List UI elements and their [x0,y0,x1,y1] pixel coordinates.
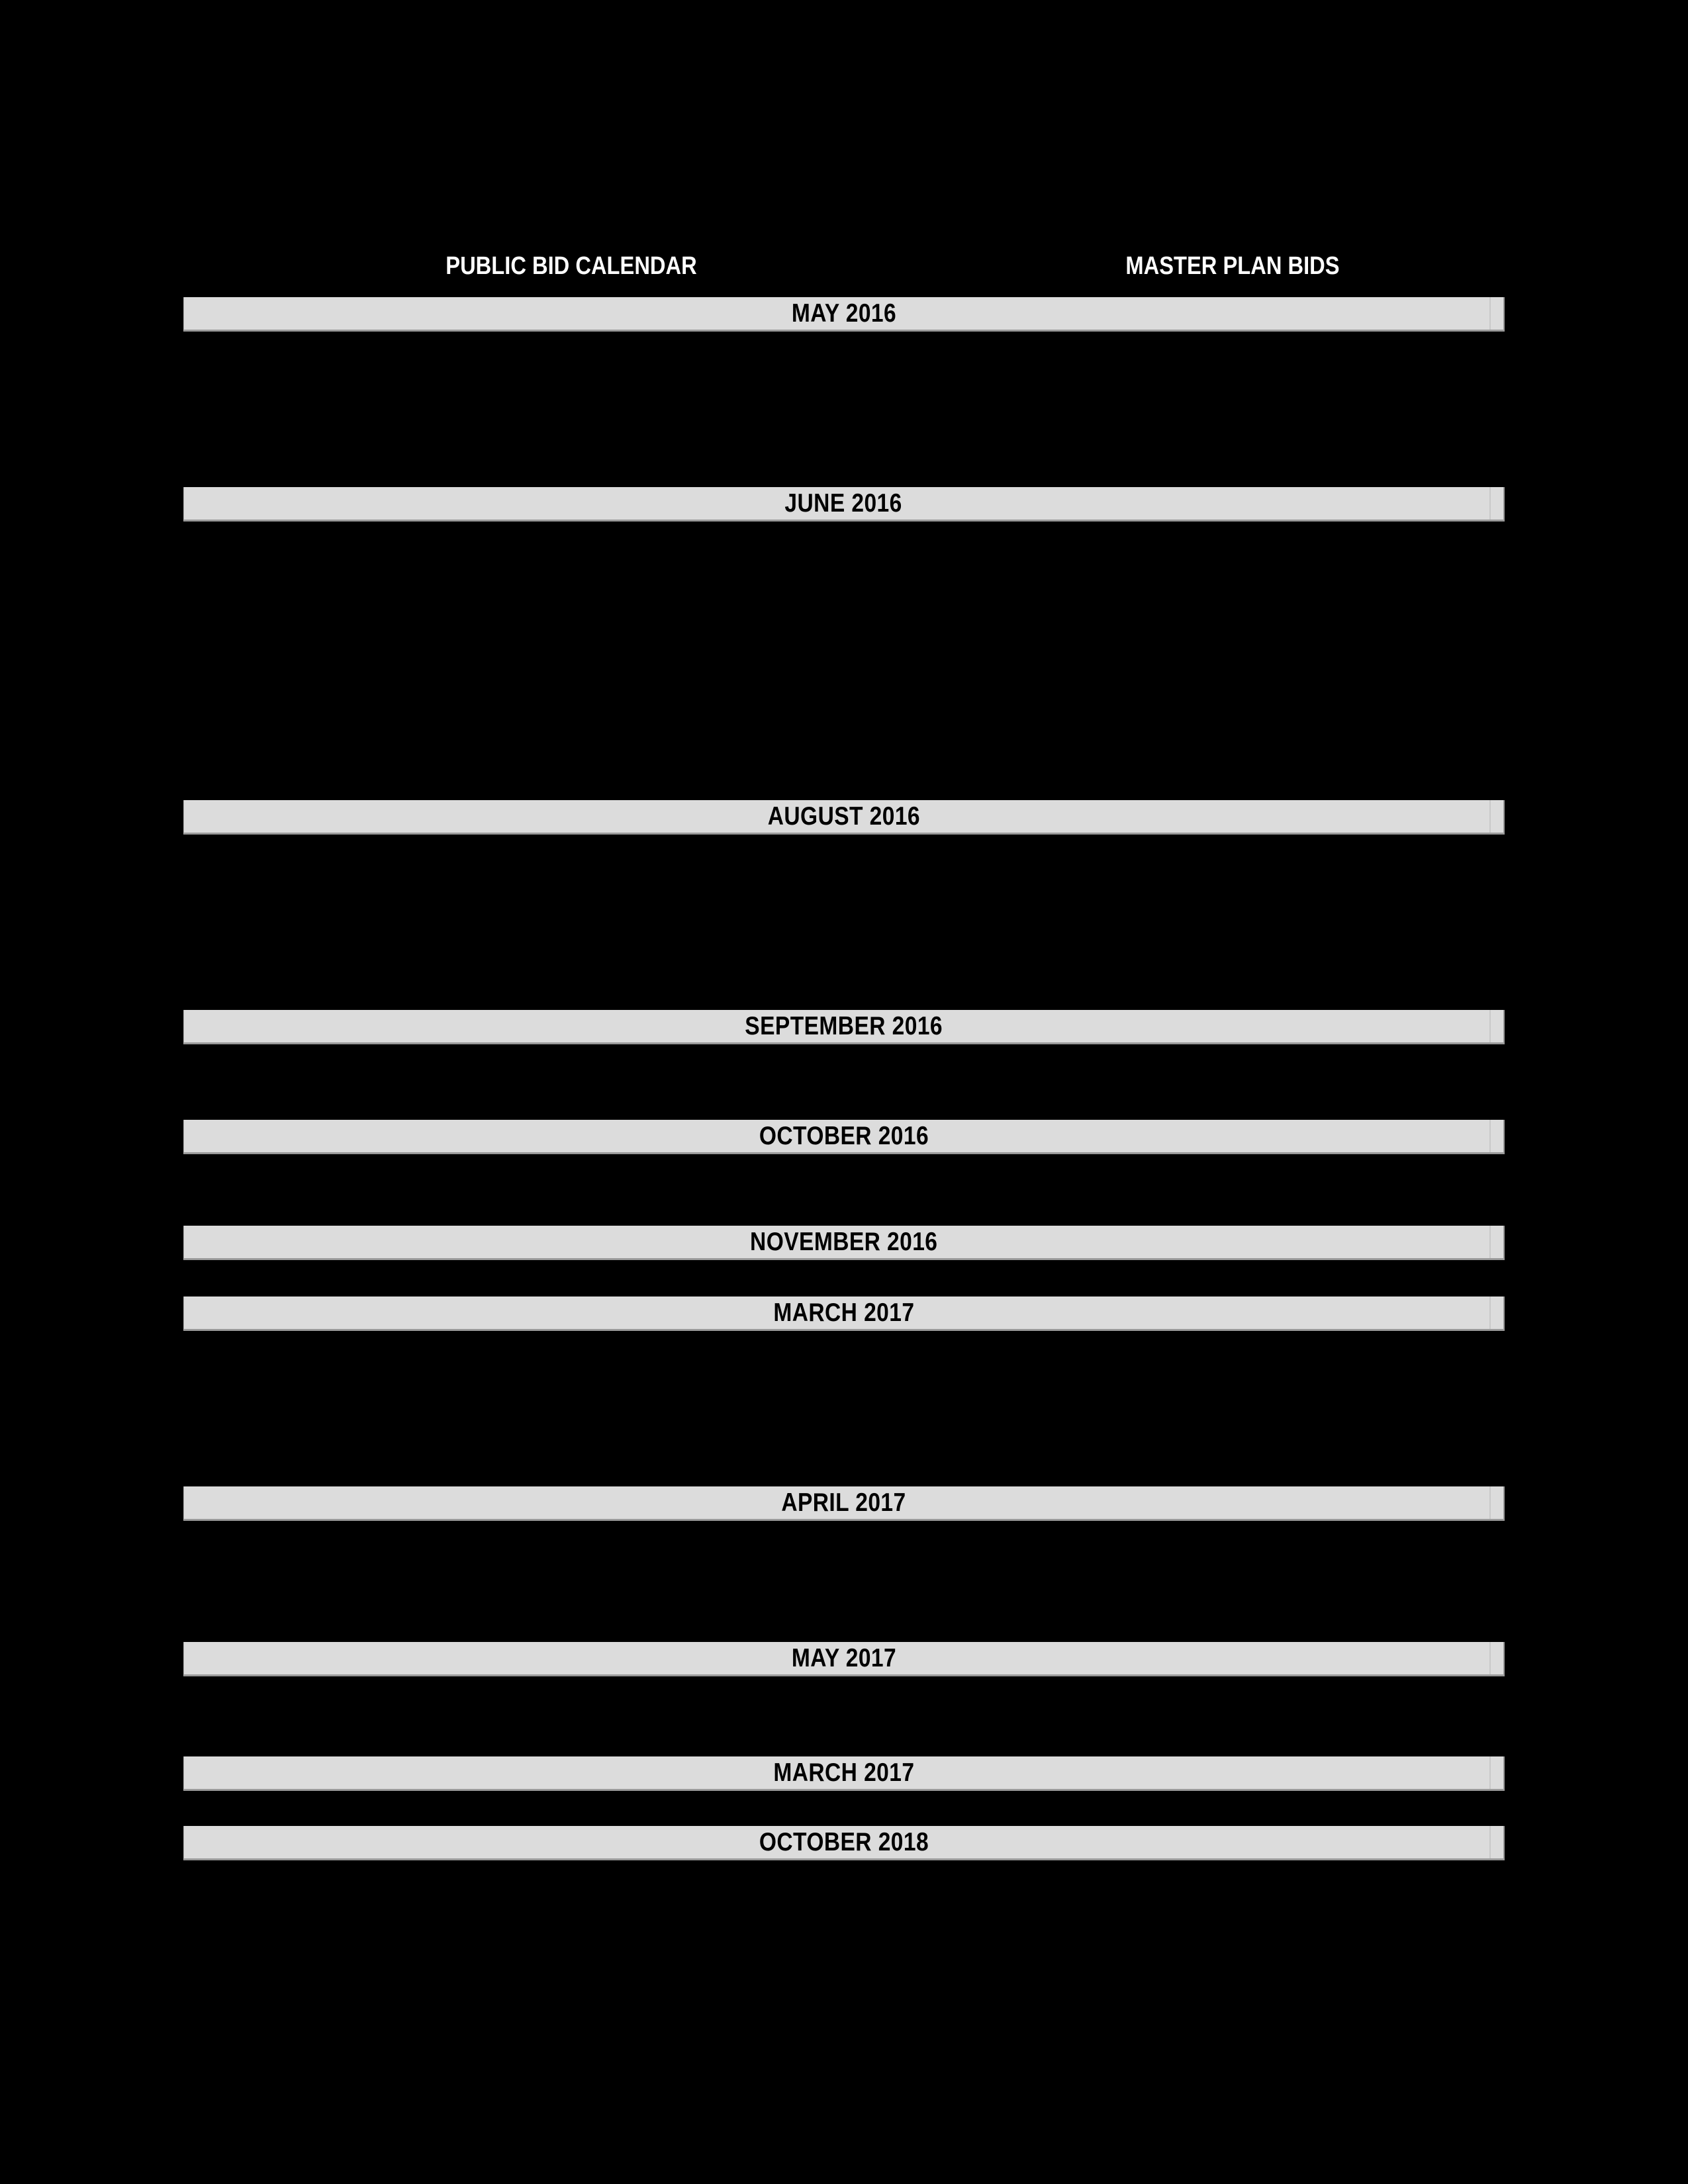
month-section-label: MAY 2017 [791,1643,896,1672]
month-section-header [183,1642,1505,1676]
cell-divider-line [1489,1226,1491,1258]
cell-divider-line [1489,487,1491,520]
month-section-header [183,1826,1505,1860]
month-section-label: SEPTEMBER 2016 [745,1011,943,1040]
month-section-header [183,1486,1505,1521]
cell-divider-line [1489,1120,1491,1152]
cell-divider-line [1489,1486,1491,1519]
month-section-header [183,1297,1505,1331]
month-section-label: MAY 2016 [791,298,896,328]
month-section-label: OCTOBER 2018 [759,1827,929,1856]
column-header-public-bid-calendar: PUBLIC BID CALENDAR [445,252,697,280]
month-section-label: MARCH 2017 [773,1298,915,1327]
month-section-header [183,1226,1505,1260]
cell-divider-line [1489,1826,1491,1858]
month-section-header [183,297,1505,332]
month-section-label: AUGUST 2016 [767,801,920,831]
cell-divider-line [1489,1297,1491,1329]
month-section-label: NOVEMBER 2016 [749,1227,938,1256]
month-section-header [183,1120,1505,1154]
month-section-label: MARCH 2017 [773,1758,915,1787]
cell-divider-line [1489,297,1491,330]
cell-divider-line [1489,800,1491,833]
cell-divider-line [1489,1756,1491,1789]
cell-divider-line [1489,1010,1491,1042]
cell-divider-line [1489,1642,1491,1674]
month-section-label: JUNE 2016 [784,488,903,518]
month-section-label: APRIL 2017 [781,1488,906,1517]
month-section-header [183,1010,1505,1044]
month-section-header [183,1756,1505,1791]
column-header-master-plan-bids: MASTER PLAN BIDS [1125,252,1340,280]
month-section-header [183,800,1505,835]
month-section-header [183,487,1505,522]
month-section-label: OCTOBER 2016 [759,1121,929,1150]
